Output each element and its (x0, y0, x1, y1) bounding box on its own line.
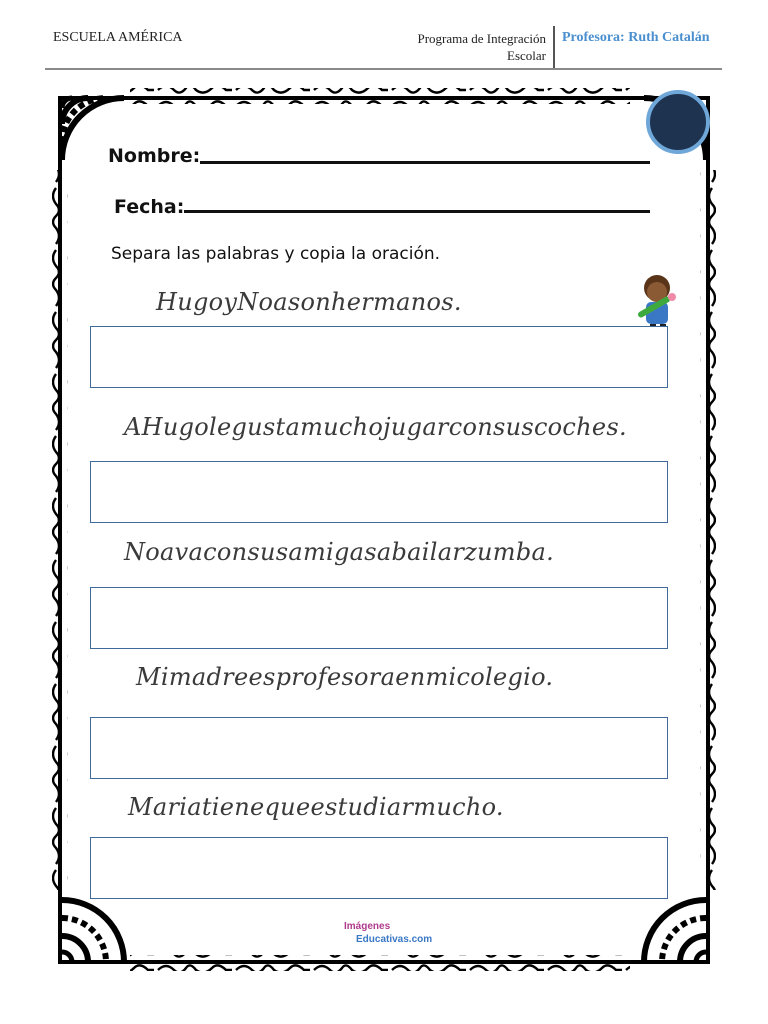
header-rule (45, 68, 722, 70)
name-label: Nombre: (108, 145, 201, 167)
date-label: Fecha: (114, 196, 185, 218)
answer-box-1[interactable] (90, 326, 668, 388)
worksheet-frame (58, 96, 710, 964)
watermark-line-2: Educativas.com (356, 934, 433, 945)
answer-box-5[interactable] (90, 837, 668, 899)
program-line-1: Programa de Integración (417, 31, 546, 46)
sentence-2: AHugolegustamuchojugarconsuscoches. (124, 413, 627, 441)
sentence-5: Mariatienequeestudiarmucho. (128, 793, 504, 821)
watermark-line-1: Imágenes (344, 921, 391, 932)
sentence-4: Mimadreesprofesoraenmicolegio. (136, 663, 554, 691)
answer-box-4[interactable] (90, 717, 668, 779)
answer-box-3[interactable] (90, 587, 668, 649)
sentence-3: Noavaconsusamigasabailarzumba. (124, 538, 555, 566)
answer-box-2[interactable] (90, 461, 668, 523)
header-separator (553, 26, 555, 68)
sentence-1: HugoyNoasonhermanos. (156, 288, 462, 316)
date-line[interactable] (184, 210, 650, 213)
instruction-text: Separa las palabras y copia la oración. (111, 244, 441, 264)
teacher-name: Profesora: Ruth Catalán (562, 30, 710, 45)
school-name: ESCUELA AMÉRICA (53, 30, 183, 45)
logo-badge-icon (646, 90, 710, 154)
name-line[interactable] (200, 161, 650, 164)
program-line-2: Escolar (507, 48, 546, 63)
program-name (376, 30, 546, 64)
